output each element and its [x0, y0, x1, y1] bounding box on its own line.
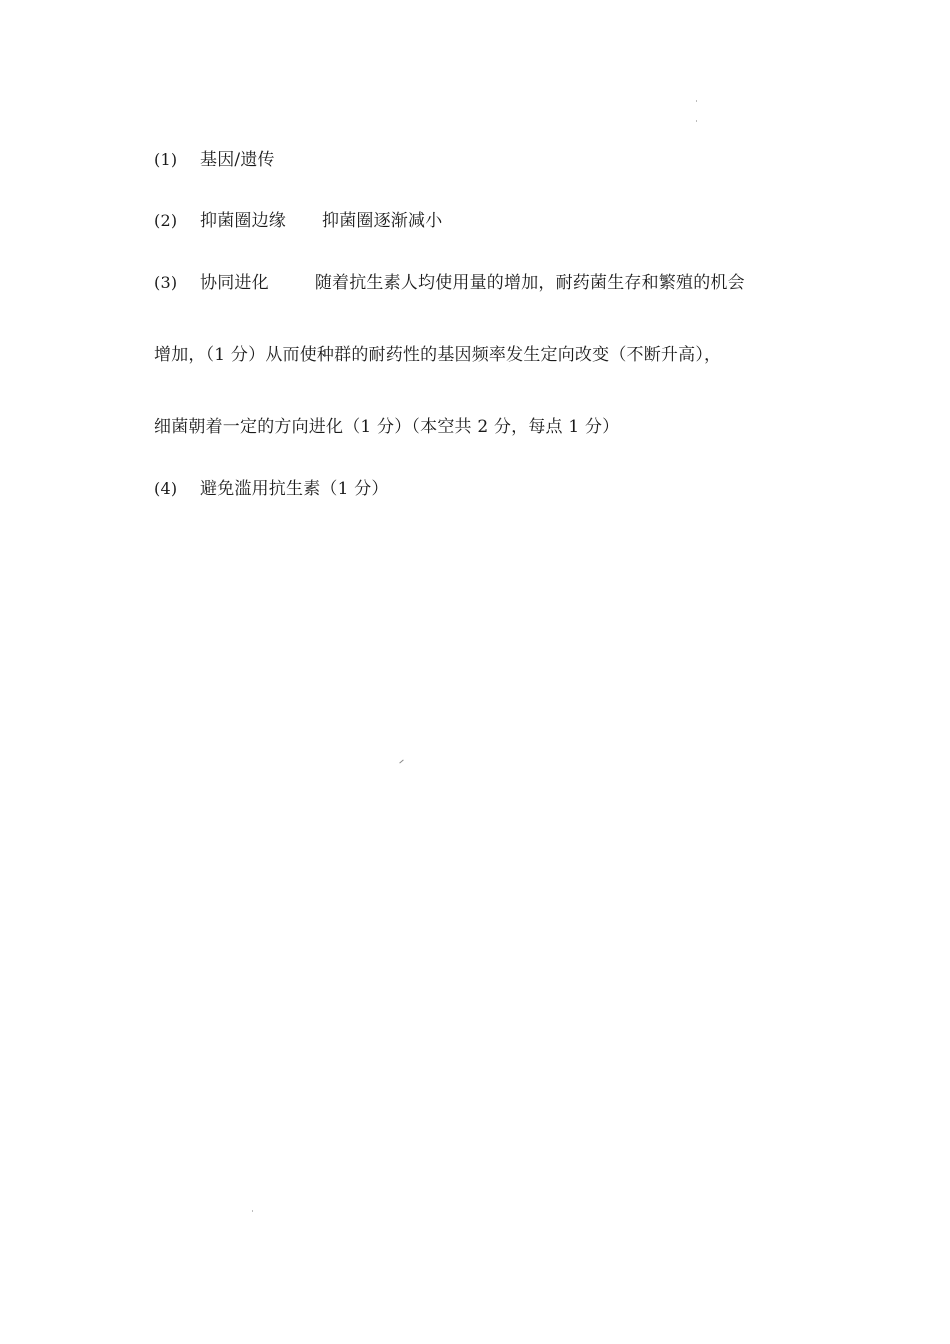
answer-3-continuation	[154, 415, 619, 439]
answer-4	[154, 477, 389, 501]
answer-text: 避免滥用抗生素（1 分）	[200, 479, 389, 499]
answer-1	[154, 148, 275, 172]
answer-text: 随着抗生素人均使用量的增加，耐药菌生存和繁殖的机会	[314, 273, 745, 293]
scan-speck	[399, 760, 403, 764]
answer-number: (2)	[154, 211, 178, 230]
answer-2	[154, 209, 442, 233]
answer-number: (3)	[154, 273, 178, 292]
scan-speck	[696, 100, 697, 102]
answer-number: (4)	[154, 479, 178, 498]
answer-text: 协同进化	[200, 273, 269, 293]
scan-speck	[696, 120, 697, 122]
answer-text: 抑菌圈边缘	[200, 211, 286, 231]
scan-speck	[252, 1210, 253, 1212]
answer-3	[154, 271, 745, 295]
answer-3-continuation	[154, 343, 721, 367]
answer-text: 增加，（1 分）从而使种群的耐药性的基因频率发生定向改变（不断升高），	[154, 345, 722, 365]
answer-text: 抑菌圈逐渐减小	[322, 211, 443, 231]
answer-text: 细菌朝着一定的方向进化（1 分）（本空共 2 分，每点 1 分）	[154, 417, 620, 437]
answer-text: 基因/遗传	[200, 150, 275, 170]
answer-number: (1)	[154, 150, 178, 169]
